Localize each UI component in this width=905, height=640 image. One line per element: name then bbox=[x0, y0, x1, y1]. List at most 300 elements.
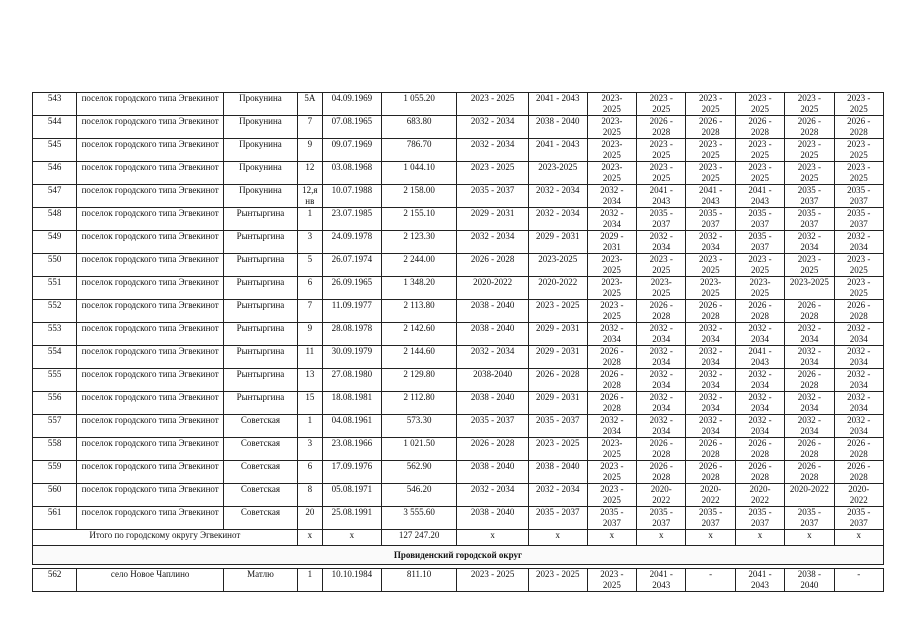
table-row bbox=[33, 346, 884, 369]
cell-n: 559 bbox=[33, 461, 77, 484]
cell-date: 23.07.1985 bbox=[322, 208, 381, 231]
cell-date: 24.09.1978 bbox=[322, 231, 381, 254]
cell-c5: 2026 - 2028 bbox=[785, 116, 834, 139]
total-p1: x bbox=[457, 530, 528, 546]
housing-repair-schedule-table bbox=[32, 92, 884, 592]
cell-p1: 2038 - 2040 bbox=[457, 507, 528, 530]
cell-p1: 2020-2022 bbox=[457, 277, 528, 300]
cell-settlement: поселок городского типа Эгвекинот bbox=[77, 369, 224, 392]
cell-settlement: поселок городского типа Эгвекинот bbox=[77, 93, 224, 116]
cell-c5: 2026 - 2028 bbox=[785, 300, 834, 323]
cell-p2: 2023 - 2025 bbox=[528, 438, 587, 461]
cell-p2: 2029 - 2031 bbox=[528, 231, 587, 254]
cell-p1: 2026 - 2028 bbox=[457, 438, 528, 461]
cell-p2: 2035 - 2037 bbox=[528, 507, 587, 530]
cell-c1: 2023- 2025 bbox=[587, 254, 636, 277]
cell-n: 558 bbox=[33, 438, 77, 461]
cell-c4: 2023 - 2025 bbox=[735, 254, 784, 277]
cell-street: Рынтыргина bbox=[224, 323, 298, 346]
cell-c3: 2032 - 2034 bbox=[686, 231, 735, 254]
cell-area: 3 555.60 bbox=[381, 507, 457, 530]
cell-street: Прокунина bbox=[224, 162, 298, 185]
cell-p2: 2038 - 2040 bbox=[528, 116, 587, 139]
cell-street: Рынтыргина bbox=[224, 369, 298, 392]
cell-n: 560 bbox=[33, 484, 77, 507]
cell-c6: 2023 - 2025 bbox=[834, 93, 883, 116]
cell-street: Рынтыргина bbox=[224, 277, 298, 300]
cell-settlement: поселок городского типа Эгвекинот bbox=[77, 415, 224, 438]
cell-p1: 2038-2040 bbox=[457, 369, 528, 392]
table-row bbox=[33, 185, 884, 208]
cell-c2: 2026 - 2028 bbox=[637, 300, 686, 323]
cell-n: 543 bbox=[33, 93, 77, 116]
cell-c6: 2032 - 2034 bbox=[834, 392, 883, 415]
cell-street: Рынтыргина bbox=[224, 392, 298, 415]
cell-p1: 2038 - 2040 bbox=[457, 300, 528, 323]
cell-c1: 2032 - 2034 bbox=[587, 415, 636, 438]
cell-c2: 2035 - 2037 bbox=[637, 208, 686, 231]
cell-c6: 2023 - 2025 bbox=[834, 254, 883, 277]
cell-street: Прокунина bbox=[224, 93, 298, 116]
cell-date: 18.08.1981 bbox=[322, 392, 381, 415]
cell-date: 11.09.1977 bbox=[322, 300, 381, 323]
table-body bbox=[33, 93, 884, 530]
cell-p2: 2029 - 2031 bbox=[528, 323, 587, 346]
cell-p1: 2038 - 2040 bbox=[457, 461, 528, 484]
cell-p1: 2032 - 2034 bbox=[457, 484, 528, 507]
total-c5: x bbox=[785, 530, 834, 546]
cell-c1: 2023- 2025 bbox=[587, 277, 636, 300]
cell-p2: 2032 - 2034 bbox=[528, 484, 587, 507]
cell-c1: 2023 - 2025 bbox=[587, 569, 636, 592]
cell-date: 27.08.1980 bbox=[322, 369, 381, 392]
cell-c3: 2035 - 2037 bbox=[686, 507, 735, 530]
cell-n: 552 bbox=[33, 300, 77, 323]
last-row-body bbox=[33, 569, 884, 592]
cell-n: 548 bbox=[33, 208, 77, 231]
table-row bbox=[33, 323, 884, 346]
cell-c4: 2026 - 2028 bbox=[735, 116, 784, 139]
cell-c3: 2032 - 2034 bbox=[686, 346, 735, 369]
cell-settlement: поселок городского типа Эгвекинот bbox=[77, 438, 224, 461]
cell-c2: 2032 - 2034 bbox=[637, 392, 686, 415]
cell-date: 07.08.1965 bbox=[322, 116, 381, 139]
cell-c3: - bbox=[686, 569, 735, 592]
cell-street: Советская bbox=[224, 438, 298, 461]
section-title: Провиденский городской округ bbox=[33, 546, 884, 565]
cell-c3: 2032 - 2034 bbox=[686, 323, 735, 346]
cell-house: 15 bbox=[297, 392, 322, 415]
cell-settlement: поселок городского типа Эгвекинот bbox=[77, 300, 224, 323]
cell-c2: 2032 - 2034 bbox=[637, 231, 686, 254]
cell-date: 05.08.1971 bbox=[322, 484, 381, 507]
cell-c4: 2041 - 2043 bbox=[735, 569, 784, 592]
cell-c5: 2035 - 2037 bbox=[785, 507, 834, 530]
cell-settlement: поселок городского типа Эгвекинот bbox=[77, 277, 224, 300]
cell-c6: 2023 - 2025 bbox=[834, 162, 883, 185]
cell-area: 2 129.80 bbox=[381, 369, 457, 392]
table-row bbox=[33, 461, 884, 484]
table-row bbox=[33, 569, 884, 592]
cell-c5: 2020-2022 bbox=[785, 484, 834, 507]
cell-area: 573.30 bbox=[381, 415, 457, 438]
cell-c2: 2023 - 2025 bbox=[637, 254, 686, 277]
total-area: 127 247.20 bbox=[381, 530, 457, 546]
cell-p2: 2035 - 2037 bbox=[528, 415, 587, 438]
cell-n: 561 bbox=[33, 507, 77, 530]
cell-street: Прокунина bbox=[224, 116, 298, 139]
cell-c3: 2026 - 2028 bbox=[686, 116, 735, 139]
cell-p1: 2038 - 2040 bbox=[457, 323, 528, 346]
cell-n: 549 bbox=[33, 231, 77, 254]
cell-house: 12 bbox=[297, 162, 322, 185]
cell-area: 562.90 bbox=[381, 461, 457, 484]
cell-date: 09.07.1969 bbox=[322, 139, 381, 162]
cell-area: 1 348.20 bbox=[381, 277, 457, 300]
cell-c1: 2032 - 2034 bbox=[587, 208, 636, 231]
cell-p2: 2026 - 2028 bbox=[528, 369, 587, 392]
cell-c6: 2026 - 2028 bbox=[834, 461, 883, 484]
cell-street: Рынтыргина bbox=[224, 208, 298, 231]
cell-p2: 2029 - 2031 bbox=[528, 346, 587, 369]
cell-p2: 2041 - 2043 bbox=[528, 139, 587, 162]
cell-c2: 2032 - 2034 bbox=[637, 369, 686, 392]
cell-house: 20 bbox=[297, 507, 322, 530]
cell-c3: 2041 - 2043 bbox=[686, 185, 735, 208]
cell-area: 683.80 bbox=[381, 116, 457, 139]
cell-c1: 2023 - 2025 bbox=[587, 484, 636, 507]
cell-settlement: поселок городского типа Эгвекинот bbox=[77, 507, 224, 530]
cell-c3: 2026 - 2028 bbox=[686, 438, 735, 461]
cell-c4: 2035 - 2037 bbox=[735, 507, 784, 530]
cell-c5: 2023 - 2025 bbox=[785, 162, 834, 185]
section-header-row bbox=[33, 546, 884, 565]
cell-c4: 2035 - 2037 bbox=[735, 231, 784, 254]
cell-p2: 2029 - 2031 bbox=[528, 392, 587, 415]
cell-p2: 2023-2025 bbox=[528, 254, 587, 277]
table-row bbox=[33, 438, 884, 461]
cell-c4: 2032 - 2034 bbox=[735, 415, 784, 438]
cell-c1: 2032 - 2034 bbox=[587, 185, 636, 208]
cell-c5: 2023 - 2025 bbox=[785, 139, 834, 162]
cell-c3: 2026 - 2028 bbox=[686, 461, 735, 484]
table-row bbox=[33, 93, 884, 116]
cell-street: Рынтыргина bbox=[224, 231, 298, 254]
cell-house: 7 bbox=[297, 116, 322, 139]
cell-c4: 2023- 2025 bbox=[735, 277, 784, 300]
cell-c3: 2035 - 2037 bbox=[686, 208, 735, 231]
cell-settlement: поселок городского типа Эгвекинот bbox=[77, 323, 224, 346]
cell-c2: 2023 - 2025 bbox=[637, 162, 686, 185]
cell-house: 12,я нв bbox=[297, 185, 322, 208]
cell-c1: 2023 - 2025 bbox=[587, 300, 636, 323]
cell-house: 11 bbox=[297, 346, 322, 369]
cell-n: 550 bbox=[33, 254, 77, 277]
cell-house: 7 bbox=[297, 300, 322, 323]
cell-date: 10.07.1988 bbox=[322, 185, 381, 208]
cell-c5: 2023 - 2025 bbox=[785, 254, 834, 277]
cell-c6: 2023 - 2025 bbox=[834, 277, 883, 300]
cell-settlement: поселок городского типа Эгвекинот bbox=[77, 208, 224, 231]
cell-p2: 2020-2022 bbox=[528, 277, 587, 300]
table-row bbox=[33, 277, 884, 300]
cell-n: 546 bbox=[33, 162, 77, 185]
cell-c2: 2032 - 2034 bbox=[637, 346, 686, 369]
cell-c6: 2032 - 2034 bbox=[834, 415, 883, 438]
cell-p1: 2035 - 2037 bbox=[457, 185, 528, 208]
total-p2: x bbox=[528, 530, 587, 546]
cell-settlement: поселок городского типа Эгвекинот bbox=[77, 461, 224, 484]
cell-settlement: поселок городского типа Эгвекинот bbox=[77, 231, 224, 254]
cell-c4: 2032 - 2034 bbox=[735, 392, 784, 415]
cell-settlement: поселок городского типа Эгвекинот bbox=[77, 254, 224, 277]
cell-c2: 2032 - 2034 bbox=[637, 415, 686, 438]
cell-c5: 2035 - 2037 bbox=[785, 208, 834, 231]
cell-area: 2 144.60 bbox=[381, 346, 457, 369]
total-c6: x bbox=[834, 530, 883, 546]
cell-c4: 2023 - 2025 bbox=[735, 162, 784, 185]
cell-settlement: поселок городского типа Эгвекинот bbox=[77, 139, 224, 162]
cell-house: 3 bbox=[297, 438, 322, 461]
cell-c1: 2023 - 2025 bbox=[587, 461, 636, 484]
cell-date: 10.10.1984 bbox=[322, 569, 381, 592]
cell-c4: 2026 - 2028 bbox=[735, 438, 784, 461]
cell-house: 5А bbox=[297, 93, 322, 116]
cell-n: 554 bbox=[33, 346, 77, 369]
total-label: Итого по городскому округу Эгвекинот bbox=[33, 530, 298, 546]
table-row bbox=[33, 162, 884, 185]
cell-c6: 2035 - 2037 bbox=[834, 507, 883, 530]
cell-c6: 2026 - 2028 bbox=[834, 300, 883, 323]
table-row bbox=[33, 415, 884, 438]
cell-n: 555 bbox=[33, 369, 77, 392]
cell-date: 26.09.1965 bbox=[322, 277, 381, 300]
cell-area: 1 044.10 bbox=[381, 162, 457, 185]
cell-house: 5 bbox=[297, 254, 322, 277]
cell-p2: 2041 - 2043 bbox=[528, 93, 587, 116]
cell-street: Советская bbox=[224, 484, 298, 507]
cell-p1: 2023 - 2025 bbox=[457, 569, 528, 592]
cell-c1: 2032 - 2034 bbox=[587, 323, 636, 346]
cell-street: Советская bbox=[224, 415, 298, 438]
total-c3: x bbox=[686, 530, 735, 546]
cell-c3: 2032 - 2034 bbox=[686, 415, 735, 438]
cell-c5: 2026 - 2028 bbox=[785, 461, 834, 484]
cell-c5: 2032 - 2034 bbox=[785, 231, 834, 254]
cell-c1: 2023- 2025 bbox=[587, 116, 636, 139]
cell-c6: 2032 - 2034 bbox=[834, 369, 883, 392]
cell-p2: 2023-2025 bbox=[528, 162, 587, 185]
cell-c6: 2032 - 2034 bbox=[834, 323, 883, 346]
cell-c2: 2032 - 2034 bbox=[637, 323, 686, 346]
cell-street: Советская bbox=[224, 507, 298, 530]
cell-area: 1 055.20 bbox=[381, 93, 457, 116]
table-row bbox=[33, 369, 884, 392]
cell-house: 8 bbox=[297, 484, 322, 507]
cell-p1: 2032 - 2034 bbox=[457, 231, 528, 254]
total-house: x bbox=[297, 530, 322, 546]
cell-c6: 2026 - 2028 bbox=[834, 116, 883, 139]
table-row bbox=[33, 392, 884, 415]
cell-area: 2 158.00 bbox=[381, 185, 457, 208]
table-row bbox=[33, 139, 884, 162]
cell-p1: 2026 - 2028 bbox=[457, 254, 528, 277]
total-c2: x bbox=[637, 530, 686, 546]
cell-area: 786.70 bbox=[381, 139, 457, 162]
total-c4: x bbox=[735, 530, 784, 546]
cell-house: 6 bbox=[297, 461, 322, 484]
cell-house: 9 bbox=[297, 323, 322, 346]
cell-c2: 2041 - 2043 bbox=[637, 569, 686, 592]
cell-house: 6 bbox=[297, 277, 322, 300]
cell-area: 2 123.30 bbox=[381, 231, 457, 254]
cell-c1: 2026 - 2028 bbox=[587, 392, 636, 415]
cell-house: 9 bbox=[297, 139, 322, 162]
cell-street: Рынтыргина bbox=[224, 346, 298, 369]
cell-c5: 2026 - 2028 bbox=[785, 369, 834, 392]
cell-p1: 2029 - 2031 bbox=[457, 208, 528, 231]
cell-c2: 2020- 2022 bbox=[637, 484, 686, 507]
cell-date: 28.08.1978 bbox=[322, 323, 381, 346]
cell-area: 811.10 bbox=[381, 569, 457, 592]
cell-p1: 2038 - 2040 bbox=[457, 392, 528, 415]
cell-c2: 2023- 2025 bbox=[637, 277, 686, 300]
cell-c6: 2020- 2022 bbox=[834, 484, 883, 507]
cell-c1: 2023- 2025 bbox=[587, 139, 636, 162]
cell-street: Рынтыргина bbox=[224, 300, 298, 323]
cell-c3: 2023 - 2025 bbox=[686, 254, 735, 277]
cell-c1: 2035 - 2037 bbox=[587, 507, 636, 530]
cell-house: 1 bbox=[297, 208, 322, 231]
cell-house: 1 bbox=[297, 415, 322, 438]
cell-c2: 2026 - 2028 bbox=[637, 438, 686, 461]
cell-c4: 2026 - 2028 bbox=[735, 300, 784, 323]
cell-date: 04.08.1961 bbox=[322, 415, 381, 438]
cell-p1: 2023 - 2025 bbox=[457, 162, 528, 185]
cell-c5: 2032 - 2034 bbox=[785, 346, 834, 369]
cell-c1: 2029 - 2031 bbox=[587, 231, 636, 254]
cell-n: 551 bbox=[33, 277, 77, 300]
cell-c6: 2032 - 2034 bbox=[834, 231, 883, 254]
table-row bbox=[33, 208, 884, 231]
cell-date: 17.09.1976 bbox=[322, 461, 381, 484]
cell-n: 544 bbox=[33, 116, 77, 139]
cell-n: 562 bbox=[33, 569, 77, 592]
cell-date: 26.07.1974 bbox=[322, 254, 381, 277]
cell-c5: 2023 - 2025 bbox=[785, 93, 834, 116]
cell-c4: 2041 - 2043 bbox=[735, 346, 784, 369]
cell-c1: 2023- 2025 bbox=[587, 162, 636, 185]
cell-settlement: поселок городского типа Эгвекинот bbox=[77, 185, 224, 208]
cell-c4: 2032 - 2034 bbox=[735, 369, 784, 392]
total-date: x bbox=[322, 530, 381, 546]
cell-c6: 2035 - 2037 bbox=[834, 185, 883, 208]
cell-p1: 2032 - 2034 bbox=[457, 116, 528, 139]
table-row bbox=[33, 254, 884, 277]
cell-c4: 2023 - 2025 bbox=[735, 139, 784, 162]
cell-n: 553 bbox=[33, 323, 77, 346]
cell-c5: 2032 - 2034 bbox=[785, 323, 834, 346]
cell-c3: 2023 - 2025 bbox=[686, 162, 735, 185]
cell-street: Прокунина bbox=[224, 139, 298, 162]
cell-c5: 2032 - 2034 bbox=[785, 392, 834, 415]
cell-house: 1 bbox=[297, 569, 322, 592]
table-row bbox=[33, 231, 884, 254]
cell-settlement: поселок городского типа Эгвекинот bbox=[77, 392, 224, 415]
cell-settlement: поселок городского типа Эгвекинот bbox=[77, 346, 224, 369]
cell-area: 2 113.80 bbox=[381, 300, 457, 323]
cell-c3: 2023 - 2025 bbox=[686, 93, 735, 116]
table-row bbox=[33, 507, 884, 530]
cell-area: 1 021.50 bbox=[381, 438, 457, 461]
cell-c5: 2038 - 2040 bbox=[785, 569, 834, 592]
cell-area: 546.20 bbox=[381, 484, 457, 507]
cell-n: 556 bbox=[33, 392, 77, 415]
cell-date: 04.09.1969 bbox=[322, 93, 381, 116]
cell-p2: 2038 - 2040 bbox=[528, 461, 587, 484]
cell-c6: 2023 - 2025 bbox=[834, 139, 883, 162]
cell-p2: 2032 - 2034 bbox=[528, 208, 587, 231]
cell-p2: 2032 - 2034 bbox=[528, 185, 587, 208]
cell-p2: 2023 - 2025 bbox=[528, 300, 587, 323]
cell-n: 557 bbox=[33, 415, 77, 438]
cell-c6: 2032 - 2034 bbox=[834, 346, 883, 369]
cell-c2: 2035 - 2037 bbox=[637, 507, 686, 530]
cell-area: 2 155.10 bbox=[381, 208, 457, 231]
cell-c1: 2026 - 2028 bbox=[587, 346, 636, 369]
cell-settlement: село Новое Чаплино bbox=[77, 569, 224, 592]
cell-c4: 2020- 2022 bbox=[735, 484, 784, 507]
cell-c2: 2023 - 2025 bbox=[637, 93, 686, 116]
cell-c4: 2026 - 2028 bbox=[735, 461, 784, 484]
total-c1: x bbox=[587, 530, 636, 546]
cell-c4: 2032 - 2034 bbox=[735, 323, 784, 346]
cell-c4: 2041 - 2043 bbox=[735, 185, 784, 208]
table-row bbox=[33, 484, 884, 507]
cell-c5: 2035 - 2037 bbox=[785, 185, 834, 208]
cell-house: 13 bbox=[297, 369, 322, 392]
cell-area: 2 112.80 bbox=[381, 392, 457, 415]
cell-c2: 2026 - 2028 bbox=[637, 461, 686, 484]
cell-c2: 2041 - 2043 bbox=[637, 185, 686, 208]
cell-p1: 2035 - 2037 bbox=[457, 415, 528, 438]
cell-c3: 2023- 2025 bbox=[686, 277, 735, 300]
cell-date: 30.09.1979 bbox=[322, 346, 381, 369]
cell-p2: 2023 - 2025 bbox=[528, 569, 587, 592]
cell-area: 2 142.60 bbox=[381, 323, 457, 346]
cell-settlement: поселок городского типа Эгвекинот bbox=[77, 484, 224, 507]
cell-c2: 2026 - 2028 bbox=[637, 116, 686, 139]
cell-c1: 2023- 2025 bbox=[587, 438, 636, 461]
cell-street: Матлю bbox=[224, 569, 298, 592]
total-row bbox=[33, 530, 884, 546]
cell-street: Советская bbox=[224, 461, 298, 484]
cell-p1: 2032 - 2034 bbox=[457, 139, 528, 162]
cell-n: 545 bbox=[33, 139, 77, 162]
cell-c6: 2035 - 2037 bbox=[834, 208, 883, 231]
cell-c1: 2026 - 2028 bbox=[587, 369, 636, 392]
cell-c3: 2026 - 2028 bbox=[686, 300, 735, 323]
cell-c5: 2023-2025 bbox=[785, 277, 834, 300]
cell-settlement: поселок городского типа Эгвекинот bbox=[77, 116, 224, 139]
cell-area: 2 244.00 bbox=[381, 254, 457, 277]
cell-p1: 2032 - 2034 bbox=[457, 346, 528, 369]
cell-date: 23.08.1966 bbox=[322, 438, 381, 461]
cell-p1: 2023 - 2025 bbox=[457, 93, 528, 116]
cell-c5: 2032 - 2034 bbox=[785, 415, 834, 438]
cell-c4: 2023 - 2025 bbox=[735, 93, 784, 116]
cell-c6: 2026 - 2028 bbox=[834, 438, 883, 461]
